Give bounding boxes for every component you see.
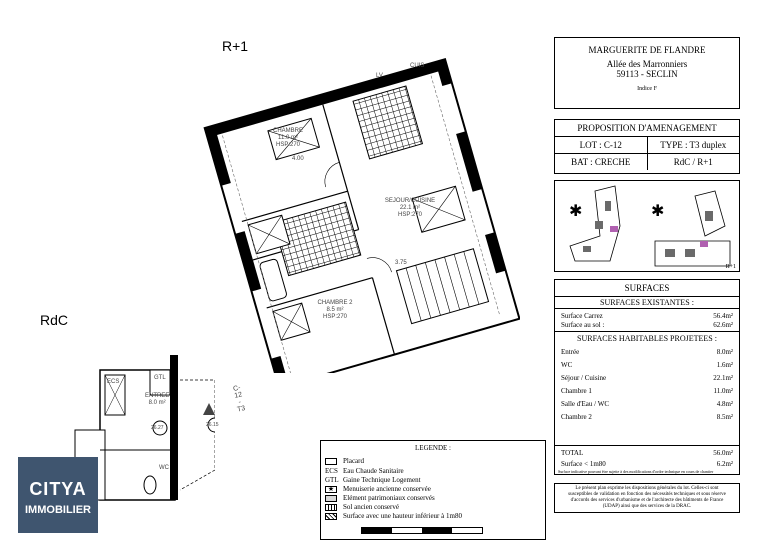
room-chambre-1-hsp: HSP:270 (275, 142, 300, 148)
legend-item-gtl (325, 476, 421, 484)
proposal-row-1 (555, 137, 739, 154)
label-gtl: GTL (154, 375, 166, 381)
dimension-4-00: 4.00 (292, 156, 304, 162)
logo-sub: IMMOBILIER (25, 504, 91, 516)
room-chambre-2-hsp: HSP:270 (322, 314, 347, 320)
svg-text:✱: ✱ (569, 201, 583, 220)
legend-box (320, 440, 546, 540)
project-indice: Indice F (637, 86, 657, 92)
total-value: 56.0m² (713, 449, 733, 457)
habitable-title: SURFACES HABITABLES PROJETEES : (577, 334, 717, 343)
legend-item-menuiserie (325, 485, 431, 493)
room-chambre-1-area: 11.0 m² (278, 135, 298, 141)
low-height-swatch (325, 513, 337, 520)
total-row (561, 449, 733, 457)
room-chambre-2-name: CHAMBRE 2 (317, 300, 353, 306)
surfaces-box (554, 279, 740, 475)
patrimoine-swatch (325, 495, 337, 502)
upper-floor-plan (200, 28, 520, 373)
legend-item-placard (325, 457, 364, 465)
room-sejour-area: 22.1 m² (399, 205, 421, 211)
surface-label: Séjour / Cuisine (561, 374, 607, 382)
legend-item-label: Eau Chaude Sanitaire (343, 467, 404, 475)
surface-label: Surface Carrez (561, 312, 603, 320)
floor-label-ground: RdC (40, 312, 69, 328)
low-height-label: Surface < 1m80 (561, 460, 606, 468)
dimension-3-75: 3.75 (395, 260, 407, 266)
surface-row (561, 374, 733, 382)
legend-item-low-height (325, 512, 462, 520)
legend-item-label: Gaine Technique Logement (343, 476, 421, 484)
legend-code-gtl: GTL (325, 476, 339, 484)
low-height-row (561, 460, 733, 468)
room-chambre-2 (305, 300, 365, 321)
existing-title: SURFACES EXISTANTES : (555, 297, 739, 309)
surface-row (561, 321, 733, 329)
project-name: MARGUERITE DE FLANDRE (588, 45, 706, 55)
disclaimer: Le présent plan exprime les dispositions générales du lot. Celles-ci sont susceptibles de validation en fonction des nécessités techniques et sous réserve d'accords des services d'urbanisme et de l'architecte des bâtiments de France (UDAP) ainsi que des services de la DRAC. (554, 483, 740, 513)
key-plan-floor: R+1 (725, 264, 736, 270)
legend-item-label: Placard (343, 457, 364, 465)
surface-value: 11.0m² (713, 387, 733, 395)
svg-text:✱: ✱ (651, 201, 665, 220)
low-height-value: 6.2m² (716, 460, 733, 468)
surface-label: WC (561, 361, 573, 369)
label-cuis: CUIS (410, 63, 425, 69)
surface-value: 1.6m² (716, 361, 733, 369)
citya-logo (18, 457, 98, 533)
legend-item-label: Sol ancien conservé (343, 503, 399, 511)
tag-26-15: 26.15 (206, 422, 219, 428)
surface-row (561, 387, 733, 395)
surface-label: Salle d'Eau / WC (561, 400, 609, 408)
surface-label: Chambre 2 (561, 413, 592, 421)
proposal-lot: LOT : C-12 (555, 137, 648, 153)
surface-label: Entrée (561, 348, 580, 356)
room-entree (145, 393, 169, 407)
legend-item-sol (325, 503, 399, 511)
legend-item-ecs (325, 467, 404, 475)
surface-row (561, 361, 733, 369)
proposal-title: PROPOSITION D'AMENAGEMENT (555, 120, 739, 137)
surface-row (561, 348, 733, 356)
star-icon: ★ (325, 486, 337, 493)
scale-bar (361, 527, 483, 534)
placard-swatch (325, 458, 337, 465)
room-wc: WC (159, 465, 169, 471)
surface-label: Surface au sol : (561, 321, 605, 329)
room-chambre-1 (258, 128, 318, 149)
legend-item-label: Menuiserie ancienne conservée (343, 485, 431, 493)
proposal-bat: BAT : CRECHE (555, 154, 648, 170)
room-list (555, 345, 739, 446)
proposal-box (554, 119, 740, 174)
surface-row (561, 413, 733, 421)
surface-row (561, 400, 733, 408)
room-chambre-1-name: CHAMBRE (272, 128, 303, 134)
legend-item-patrimoine (325, 494, 435, 502)
proposal-levels: RdC / R+1 (673, 157, 713, 167)
proposal-type: TYPE : T3 duplex (660, 140, 727, 150)
surface-value: 56.4m² (713, 312, 733, 320)
surfaces-title: SURFACES (555, 280, 739, 297)
project-city: 59113 - SECLIN (616, 69, 678, 79)
key-plan-drawing (555, 181, 739, 271)
legend-code-ecs: ECS (325, 467, 338, 475)
tag-26-27: 26.27 (151, 425, 164, 431)
room-sejour (370, 198, 450, 219)
total-label: TOTAL (561, 449, 584, 457)
room-sejour-hsp: HSP:270 (397, 212, 422, 218)
key-plan-box (554, 180, 740, 272)
surface-value: 62.6m² (713, 321, 733, 329)
upper-floor-plan-drawing (200, 28, 520, 373)
surface-value: 4.8m² (716, 400, 733, 408)
floor-label-upper: R+1 (222, 38, 249, 54)
legend-title: LEGENDE : (415, 444, 451, 452)
surfaces-note: Surface indicative pouvant être sujette à des modifications d'ordre technique en cours de chantier (558, 469, 714, 474)
surface-value: 8.5m² (716, 413, 733, 421)
surface-row (561, 312, 733, 320)
room-sejour-name: SEJOUR/CUISINE (384, 198, 436, 204)
sol-swatch (325, 504, 337, 511)
room-entree-name: ENTREE (145, 393, 170, 399)
legend-item-label: Elément patrimoniaux conservés (343, 494, 435, 502)
label-ecs: ECS (107, 379, 120, 385)
room-chambre-2-area: 8.5 m² (326, 307, 344, 313)
label-lot-tag: C-12 - T3 (232, 384, 246, 414)
label-lv: LV (376, 73, 383, 79)
legend-item-label: Surface avec une hauteur inférieur à 1m80 (343, 512, 462, 520)
room-entree-area: 8.0 m² (148, 400, 166, 406)
surface-label: Chambre 1 (561, 387, 592, 395)
proposal-row-2 (555, 154, 739, 170)
surface-value: 22.1m² (713, 374, 733, 382)
existing-list (555, 309, 739, 332)
logo-name: CITYA (29, 479, 87, 499)
project-street: Allée des Marronniers (606, 59, 688, 69)
surface-value: 8.0m² (716, 348, 733, 356)
header-box (554, 37, 740, 109)
